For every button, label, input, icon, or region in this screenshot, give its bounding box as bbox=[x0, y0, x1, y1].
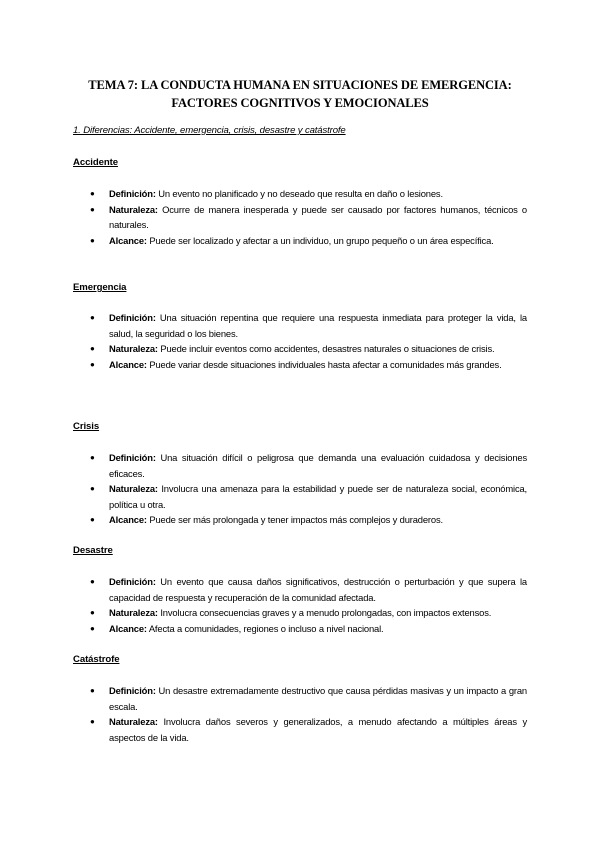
bullet-icon: ● bbox=[90, 189, 95, 198]
section-heading: 1. Diferencias: Accidente, emergencia, crisis, desastre y catástrofe bbox=[73, 125, 346, 136]
list-item bbox=[0, 450, 527, 481]
item-term: Definición: bbox=[109, 452, 156, 463]
bullet-icon: ● bbox=[90, 686, 95, 695]
item-text: Afecta a comunidades, regiones o incluso a nivel nacional. bbox=[146, 622, 384, 634]
item-text: Involucra daños severos y generalizados, a menudo afectando a múltiples áreas y aspectos de la vida. bbox=[109, 716, 527, 743]
list-item bbox=[0, 341, 527, 357]
bullet-icon: ● bbox=[90, 608, 95, 617]
bullet-icon: ● bbox=[90, 484, 95, 493]
item-text: Un evento que causa daños significativos, destrucción o perturbación y que supera la capacidad de respuesta y recuperación de la comunidad afectada. bbox=[109, 576, 527, 603]
item-text: Puede ser localizado y afectar a un individuo, un grupo pequeño o un área específica. bbox=[146, 234, 494, 246]
bullet-icon: ● bbox=[90, 313, 95, 322]
item-text: Un evento no planificado y no deseado que resulta en daño o lesiones. bbox=[155, 188, 443, 199]
subheading-desastre: Desastre bbox=[73, 545, 113, 556]
item-term: Alcance: bbox=[109, 514, 147, 525]
subheading-accidente: Accidente bbox=[73, 157, 118, 168]
item-term: Naturaleza: bbox=[109, 716, 158, 727]
item-text: Puede variar desde situaciones individuales hasta afectar a comunidades más grandes. bbox=[146, 358, 502, 370]
item-text: Ocurre de manera inesperada y puede ser causado por factores humanos, técnicos o naturales. bbox=[109, 203, 527, 230]
list-item bbox=[0, 512, 527, 528]
list-item bbox=[0, 574, 527, 605]
item-term: Naturaleza: bbox=[109, 203, 158, 215]
bullet-icon: ● bbox=[90, 717, 95, 726]
list-desastre bbox=[0, 574, 527, 636]
list-item bbox=[0, 357, 527, 373]
list-accidente bbox=[0, 186, 527, 248]
list-item bbox=[0, 714, 527, 745]
title-line-1: TEMA 7: LA CONDUCTA HUMANA EN SITUACIONES DE EMERGENCIA: bbox=[88, 78, 512, 92]
list-item bbox=[0, 202, 527, 233]
document-title bbox=[60, 76, 540, 112]
item-text: Involucra una amenaza para la estabilidad y puede ser de naturaleza social, económica, política u otra. bbox=[109, 483, 527, 510]
list-item bbox=[0, 683, 527, 714]
subheading-crisis: Crisis bbox=[73, 421, 100, 432]
list-crisis bbox=[0, 450, 527, 528]
bullet-icon: ● bbox=[90, 623, 95, 633]
item-term: Naturaleza: bbox=[109, 483, 158, 494]
list-item bbox=[0, 481, 527, 512]
item-term: Definición: bbox=[109, 312, 156, 323]
bullet-icon: ● bbox=[90, 515, 95, 524]
bullet-icon: ● bbox=[90, 235, 95, 245]
item-term: Alcance: bbox=[109, 622, 147, 634]
item-term: Alcance: bbox=[109, 358, 147, 370]
item-term: Alcance: bbox=[109, 234, 147, 246]
list-emergencia bbox=[0, 310, 527, 372]
bullet-icon: ● bbox=[90, 204, 95, 214]
list-item bbox=[0, 621, 527, 637]
item-text: Una situación difícil o peligrosa que demanda una evaluación cuidadosa y decisiones eficaces. bbox=[109, 452, 527, 479]
item-term: Naturaleza: bbox=[109, 607, 158, 618]
item-text: Puede incluir eventos como accidentes, desastres naturales o situaciones de crisis. bbox=[157, 343, 495, 354]
bullet-icon: ● bbox=[90, 344, 95, 353]
item-text: Un desastre extremadamente destructivo que causa pérdidas masivas y un impacto a gran escala. bbox=[109, 685, 527, 712]
bullet-icon: ● bbox=[90, 577, 95, 586]
subheading-emergencia: Emergencia bbox=[73, 282, 127, 293]
list-item bbox=[0, 186, 527, 202]
list-catastrofe bbox=[0, 683, 527, 745]
item-term: Definición: bbox=[109, 188, 156, 199]
list-item bbox=[0, 233, 527, 249]
item-text: Involucra consecuencias graves y a menudo prolongadas, con impactos extensos. bbox=[157, 607, 492, 618]
bullet-icon: ● bbox=[90, 359, 95, 369]
bullet-icon: ● bbox=[90, 453, 95, 462]
item-term: Definición: bbox=[109, 685, 156, 696]
item-term: Definición: bbox=[109, 576, 156, 587]
item-text: Una situación repentina que requiere una respuesta inmediata para proteger la vida, la salud, la seguridad o los bienes. bbox=[109, 312, 527, 339]
item-text: Puede ser más prolongada y tener impactos más complejos y duraderos. bbox=[146, 514, 443, 525]
list-item bbox=[0, 310, 527, 341]
subheading-catastrofe: Catástrofe bbox=[73, 654, 120, 665]
list-item bbox=[0, 605, 527, 621]
item-term: Naturaleza: bbox=[109, 343, 158, 354]
title-line-2: FACTORES COGNITIVOS Y EMOCIONALES bbox=[171, 96, 429, 110]
